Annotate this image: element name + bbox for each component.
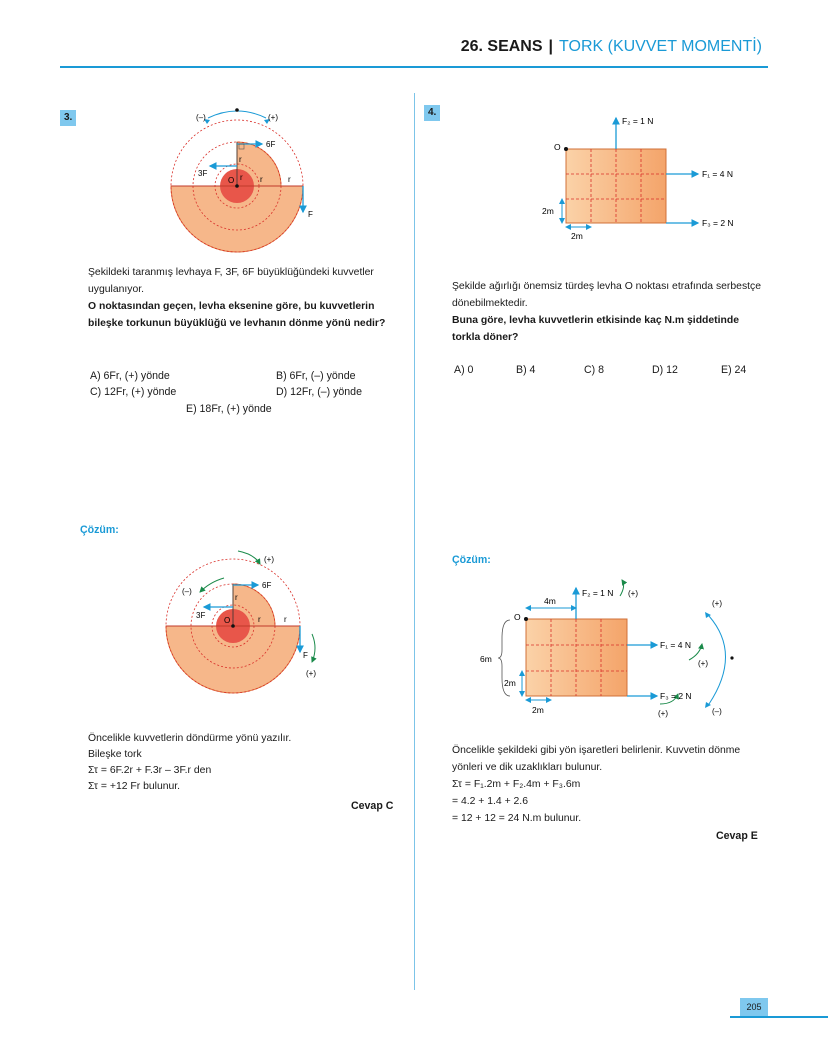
q3-top-dot xyxy=(235,108,239,112)
q4-option-c[interactable]: C) 8 xyxy=(584,364,605,376)
q3s-plus-top: (+) xyxy=(264,555,274,564)
q4-f3-label: F₃ = 2 N xyxy=(702,218,734,228)
q3-solution-line-2: Bileşke tork xyxy=(88,749,142,760)
q4-o-label: O xyxy=(554,142,561,152)
q3s-3f-label: 3F xyxy=(196,611,206,620)
q3-solution-figure xyxy=(160,548,330,698)
q4-dim-vertical: 2m xyxy=(542,206,554,216)
q3-6f-label: 6F xyxy=(266,140,276,149)
q4s-o-label: O xyxy=(514,612,521,622)
q3s-minus-label: (–) xyxy=(182,587,192,596)
q3-rotation-arc xyxy=(208,111,266,118)
q3s-r-label-3: r xyxy=(284,615,287,624)
q4-option-d[interactable]: D) 12 xyxy=(652,364,678,376)
q4-f1-label: F₁ = 4 N xyxy=(702,169,733,179)
q3-r-label-4: r xyxy=(240,173,243,182)
question-4-number: 4. xyxy=(424,105,440,121)
q3s-r-label-1: r xyxy=(235,593,238,602)
q3-option-a[interactable]: A) 6Fr, (+) yönde xyxy=(90,370,170,382)
q3-f-label: F xyxy=(308,210,313,219)
q4s-f1-label: F₁ = 4 N xyxy=(660,640,691,650)
q3-option-c[interactable]: C) 12Fr, (+) yönde xyxy=(90,386,177,398)
q3-3f-label: 3F xyxy=(198,169,208,178)
session-label: 26. SEANS xyxy=(460,38,543,55)
q3-r-label-3: r xyxy=(288,175,291,184)
header-rule xyxy=(60,66,768,68)
footer-rule xyxy=(730,1016,828,1018)
q4-pivot-o xyxy=(564,147,568,151)
q3-solution-line-3: Στ = 6F.2r + F.3r – 3F.r den xyxy=(88,765,212,776)
q4-solution-line-1: Öncelikle şekildeki gibi yön işaretleri belirlenir. Kuvvetin dönme yönleri ve dik uzaklıkları bulunur. xyxy=(452,745,741,773)
q4s-f3-label: F₃ = 2 N xyxy=(660,691,692,701)
q3-stem: Şekildeki taranmış levhaya F, 3F, 6F büyüklüğündeki kuvvetler uygulanıyor. xyxy=(88,267,374,295)
page-number: 205 xyxy=(740,998,768,1016)
q3s-r-label-2: r xyxy=(258,615,261,624)
q3-r-label-2: r xyxy=(260,175,263,184)
q4-solution-line-3: = 4.2 + 1.4 + 2.6 xyxy=(452,796,528,807)
q3-figure xyxy=(160,100,320,260)
q4s-plus-side: (+) xyxy=(712,599,722,608)
q3-option-d[interactable]: D) 12Fr, (–) yönde xyxy=(276,386,362,398)
q4s-plus-f1: (+) xyxy=(698,659,708,668)
header-separator: | xyxy=(548,38,554,55)
q3-solution-line-4: Στ = +12 Fr bulunur. xyxy=(88,781,181,792)
topic-label: TORK (KUVVET MOMENTİ) xyxy=(559,38,762,55)
q4s-dim-2m-horizontal: 2m xyxy=(532,705,544,715)
q4-solution-heading: Çözüm: xyxy=(452,554,491,566)
q4-solution-line-2: Στ = F₁.2m + F₂.4m + F₃.6m xyxy=(452,779,581,790)
q3s-6f-label: 6F xyxy=(262,581,272,590)
question-3-number: 3. xyxy=(60,110,76,126)
q4-solution-figure xyxy=(474,578,754,728)
q3-o-label: O xyxy=(228,176,235,185)
column-divider xyxy=(414,93,415,990)
q4-stem: Şekilde ağırlığı önemsiz türdeş levha O noktası etrafında serbestçe dönebilmektedir. xyxy=(452,281,761,309)
q3-pivot-dot xyxy=(235,184,239,188)
q4-option-a[interactable]: A) 0 xyxy=(454,364,474,376)
q3-minus-label: (–) xyxy=(196,113,206,122)
q4s-dim-2m-vertical: 2m xyxy=(504,678,516,688)
q3s-f-label: F xyxy=(303,651,308,660)
q4-dim-horizontal: 2m xyxy=(571,231,583,241)
q4-f2-label: F₂ = 1 N xyxy=(622,116,654,126)
q4-solution-line-4: = 12 + 12 = 24 N.m bulunur. xyxy=(452,813,582,824)
q4s-f2-label: F₂ = 1 N xyxy=(582,588,614,598)
q3-solution-heading: Çözüm: xyxy=(80,524,119,536)
q4-figure xyxy=(536,112,746,252)
q3-question: O noktasından geçen, levha eksenine göre, bu kuvvetlerin bileşke torkunun büyüklüğü ve levhanın dönme yönü nedir? xyxy=(88,301,386,329)
q3-option-e[interactable]: E) 18Fr, (+) yönde xyxy=(186,403,272,415)
q4-option-b[interactable]: B) 4 xyxy=(516,364,536,376)
q4s-dim-4m: 4m xyxy=(544,596,556,606)
q3s-plus-bottom: (+) xyxy=(306,669,316,678)
q3-answer: Cevap C xyxy=(351,800,394,812)
q3-plus-label: (+) xyxy=(268,113,278,122)
q4s-minus-side: (–) xyxy=(712,707,722,716)
q4-option-e[interactable]: E) 24 xyxy=(721,364,747,376)
q4-question: Buna göre, levha kuvvetlerin etkisinde kaç N.m şiddetinde torkla döner? xyxy=(452,315,739,343)
q4s-dim-6m: 6m xyxy=(480,654,492,664)
q4-answer: Cevap E xyxy=(716,830,758,842)
q3-r-label-1: r xyxy=(239,155,242,164)
q3-solution-line-1: Öncelikle kuvvetlerin döndürme yönü yazılır. xyxy=(88,733,292,744)
q4s-plus-f2: (+) xyxy=(628,589,638,598)
q3s-o-label: O xyxy=(224,616,231,625)
q3-option-b[interactable]: B) 6Fr, (–) yönde xyxy=(276,370,356,382)
q4s-plus-f3: (+) xyxy=(658,709,668,718)
page-header-title xyxy=(461,38,762,56)
